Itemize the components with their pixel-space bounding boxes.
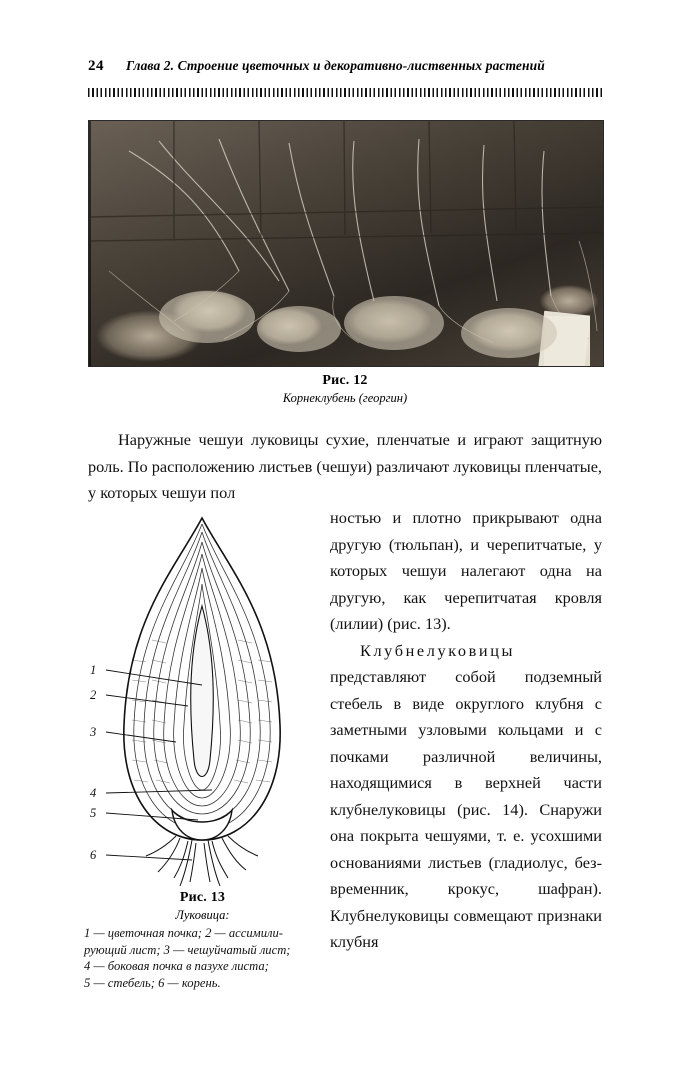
bulb-label-2: 2 bbox=[90, 688, 97, 702]
bulb-label-1: 1 bbox=[90, 663, 97, 677]
figure-bulb-diagram bbox=[80, 510, 325, 900]
photo-detail-overlay bbox=[89, 121, 603, 366]
legend-line-3: 4 — боковая почка в пазухе листа; bbox=[84, 959, 269, 973]
paragraph-scales: ностью и плотно прикрывают одна другую (тюльпан), и черепитчатые, у которых чешуи налегают одна на другую, как черепитчатая кровля (лилии) (рис. 13). bbox=[330, 508, 602, 633]
legend-line-4: 5 — стебель; 6 — корень. bbox=[84, 975, 221, 990]
bulb-label-5: 5 bbox=[90, 806, 97, 820]
bulb-drawing bbox=[80, 510, 325, 900]
right-column-text bbox=[330, 505, 602, 956]
bulb-label-3: 3 bbox=[90, 725, 97, 739]
figure-bulb-title: Луковица: bbox=[175, 908, 230, 922]
figure-bulb-caption bbox=[80, 890, 325, 923]
figure-photo-caption bbox=[88, 373, 602, 406]
legend-line-1: 1 — цветочная почка; 2 — ассимили- bbox=[84, 926, 283, 940]
figure-photo-title: Корнеклубень (георгин) bbox=[282, 391, 408, 405]
legend-line-2: рующий лист; 3 — чешуйчатый лист; bbox=[84, 942, 291, 957]
running-title: Глава 2. Строение цветочных и декоративно-лиственных растений bbox=[126, 58, 545, 73]
figure-bulb-number: Рис. 13 bbox=[179, 890, 226, 905]
figure-photo-number: Рис. 12 bbox=[322, 373, 368, 388]
bulb-label-6: 6 bbox=[90, 848, 97, 862]
bulb-label-4: 4 bbox=[90, 786, 97, 800]
page-header bbox=[88, 58, 603, 75]
paragraph-cormus-body: представляют собой подземный стебель в виде округлого клубня с заметными узловыми кольцами и с почками различной величины, находящимися в верхней части клубнелуковицы (рис. 14). Снаружи она покрыта чешуями, т. е. усохшими основаниями листьев (гладиолус, безвременник, крокус, шафран). Клубнелуковицы совмещают признаки клубня bbox=[330, 667, 602, 951]
header-rule-ornament bbox=[88, 88, 603, 97]
term-cormus: Клубнелуковицы bbox=[360, 640, 516, 660]
figure-photo-tuber bbox=[88, 120, 604, 367]
page-number: 24 bbox=[88, 58, 104, 74]
figure-bulb-legend bbox=[84, 925, 316, 991]
lead-paragraph: Наружные чешуи луковицы сухие, пленчатые и играют защитную роль. По расположению листьев (чешуи) различают луковицы пленчатые, у которых чешуи пол bbox=[88, 430, 602, 502]
paragraph-cormus-heading bbox=[330, 638, 602, 665]
